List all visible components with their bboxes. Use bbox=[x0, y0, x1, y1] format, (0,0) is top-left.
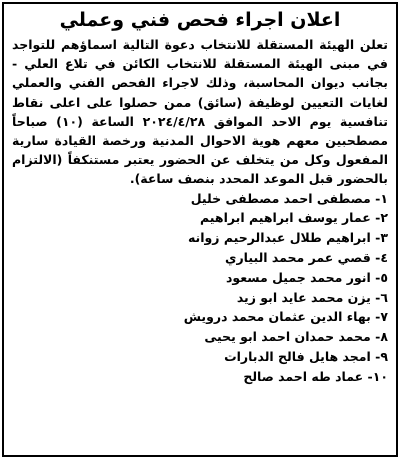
item-number: ١- bbox=[375, 190, 388, 206]
item-number: ٤- bbox=[375, 250, 388, 266]
list-item bbox=[12, 327, 388, 347]
list-item bbox=[12, 288, 388, 308]
item-number: ٨- bbox=[375, 329, 388, 345]
candidate-name: عماد طه احمد صالح bbox=[243, 368, 364, 384]
list-item bbox=[12, 347, 388, 367]
announcement-body: تعلن الهيئة المستقلة للانتخاب دعوة التالية اسماؤهم للتواجد في مبنى الهيئة المستقلة للانتخاب الكائن في تلاع العلي - بجانب ديوان المحاسبة، وذلك لاجراء الفحص الفني والعملي لغايات التعيين لوظيفة (سائق) ممن حصلوا على اعلى نقاط تنافسية يوم الاحد الموافق ٢٠٢٤/٤/٢٨ الساعة (١٠) صباحاً مصطحبين معهم هوية الاحوال المدنية ورخصة القيادة سارية المفعول وكل من يتخلف عن الحضور يعتبر مستنكفاً (الالتزام بالحضور قبل الموعد المحدد بنصف ساعة). bbox=[12, 37, 388, 187]
item-number: ٩- bbox=[375, 349, 388, 364]
candidate-name: بهاء الدين عثمان محمد درويش bbox=[183, 309, 371, 325]
candidate-name: انور محمد جميل مسعود bbox=[225, 269, 371, 285]
candidate-name: ابراهيم طلال عبدالرحيم زوانه bbox=[187, 230, 371, 246]
list-item bbox=[12, 228, 388, 248]
item-number: ٧- bbox=[375, 309, 388, 325]
list-item bbox=[12, 268, 388, 288]
announcement bbox=[2, 2, 398, 457]
item-number: ٦- bbox=[375, 289, 388, 305]
item-number: ٣- bbox=[375, 230, 388, 246]
candidate-name: مصطفى احمد مصطفى خليل bbox=[190, 190, 371, 206]
candidate-list bbox=[12, 189, 388, 387]
candidate-name: قصي عمر محمد البياري bbox=[225, 250, 371, 266]
candidate-name: يزن محمد عايد ابو زيد bbox=[236, 289, 371, 305]
candidate-name: عمار يوسف ابراهيم ابراهيم bbox=[200, 210, 371, 226]
list-item bbox=[12, 248, 388, 268]
item-number: ٢- bbox=[375, 210, 388, 226]
candidate-name: محمد حمدان احمد ابو يحيى bbox=[204, 329, 371, 345]
announcement-title: اعلان اجراء فحص فني وعملي bbox=[59, 9, 341, 31]
item-number: ١٠- bbox=[367, 368, 388, 384]
candidate-name: امجد هايل فالح الدبارات bbox=[224, 349, 371, 364]
list-item bbox=[12, 208, 388, 228]
list-item bbox=[12, 189, 388, 209]
list-item bbox=[12, 367, 388, 387]
item-number: ٥- bbox=[375, 269, 388, 285]
list-item bbox=[12, 307, 388, 327]
